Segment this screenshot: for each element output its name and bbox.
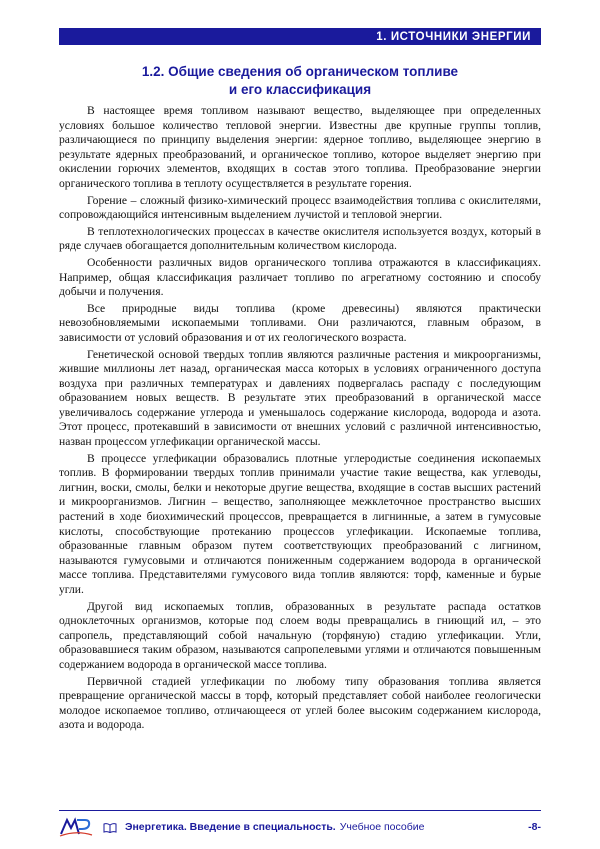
page-number: -8- xyxy=(528,821,541,833)
page-title xyxy=(59,63,541,99)
paragraph: Другой вид ископаемых топлив, образованных в результате распада остатков одноклеточных организмов, которые под слоем воды превращались в гниющий ил, – это сапропель, представляющий собой начальную (торфяную) стадию углефикации. Угли, образовавшиеся таким образом, называются сапропелевыми углями и отличаются повышенным содержанием водорода в органической массе топлива. xyxy=(59,599,541,671)
paragraph: В настоящее время топливом называют вещество, выделяющее при определенных условиях большое количество тепловой энергии. Известны две крупные группы топлив, различающиеся по принципу выделения энергии: ядерное топливо, выделяющее энергию в результате ядерных преобразований, и органическое топливо, которое выделяет энергию при окислении горючих элементов, входящих в состав этого топлива. Преобразование энергии органического топлива в теплоту осуществляется в результате горения. xyxy=(59,104,541,190)
open-book-icon xyxy=(103,822,117,833)
book-subtitle: Учебное пособие xyxy=(339,821,425,833)
paragraph: В теплотехнологических процессах в качестве окислителя используется воздух, который в ряде случаев обогащается дополнительным количеством кислорода. xyxy=(59,224,541,253)
footer-divider xyxy=(59,810,541,811)
page-footer xyxy=(59,814,541,840)
course-title: Энергетика. Введение в специальность. xyxy=(125,821,336,833)
paragraph: Первичной стадией углефикации по любому типу образования топлива является превращение органической массы в торф, который представляет собой наиболее геологически молодое ископаемое топливо, отличающееся от углей более высоким содержанием кислорода, азота и водорода. xyxy=(59,674,541,732)
page-title-line-1: 1.2. Общие сведения об органическом топливе xyxy=(141,64,459,79)
paragraph: Генетической основой твердых топлив являются различные растения и микроорганизмы, жившие миллионы лет назад, органическая масса которых в условиях ограниченного доступа воздуха при различных температурах и давлениях подвергалась распаду с последующим образованием новых веществ. В результате этих преобразований в органической массе увеличивалось содержание углерода и уменьшалось содержание кислорода, водорода и азота. Этот процесс, протекавший в зависимости от внешних условий с различной интенсивностью, назван процессом углефикации органической массы. xyxy=(59,347,541,449)
paragraph: В процессе углефикации образовались плотные углеродистые соединения ископаемых топлив. В формировании твердых топлив принимали участие такие вещества, как углеводы, лигнин, воски, смолы, белки и некоторые другие вещества, входящие в состав высших растений и микроорганизмов. Лигнин – вещество, заполняющее межклеточное пространство высших растений в ходе биохимический процессов, превращается в лигнинные, а затем в гумусовые кислоты, способствующие протеканию процессов углефикации. Ископаемые топлива, образованные главным образом путем соответствующих преобразований с лигнином, называются гумусовыми и отличаются пониженным содержанием водорода в органической массе топлива. Представителями гумусового вида топлив являются: торф, каменные и бурые угли. xyxy=(59,451,541,596)
page-title-line-2: и его классификация xyxy=(228,82,372,97)
paragraph: Горение – сложный физико-химический процесс взаимодействия топлива с окислителями, сопровождающийся интенсивным выделением лучистой и тепловой энергии. xyxy=(59,193,541,222)
article-body xyxy=(59,104,541,733)
paragraph: Все природные виды топлива (кроме древесины) являются практически невозобновляемыми ископаемыми топливами. Они различаются, главным образом, в зависимости от условий образования и от их геологического возраста. xyxy=(59,301,541,344)
publisher-logo-icon xyxy=(59,816,93,838)
section-header-bar xyxy=(59,28,541,45)
section-title: 1. ИСТОЧНИКИ ЭНЕРГИИ xyxy=(376,30,531,43)
paragraph: Особенности различных видов органического топлива отражаются в классификациях. Например, общая классификация различает топливо по агрегатному состоянию и способу добычи и получения. xyxy=(59,255,541,299)
